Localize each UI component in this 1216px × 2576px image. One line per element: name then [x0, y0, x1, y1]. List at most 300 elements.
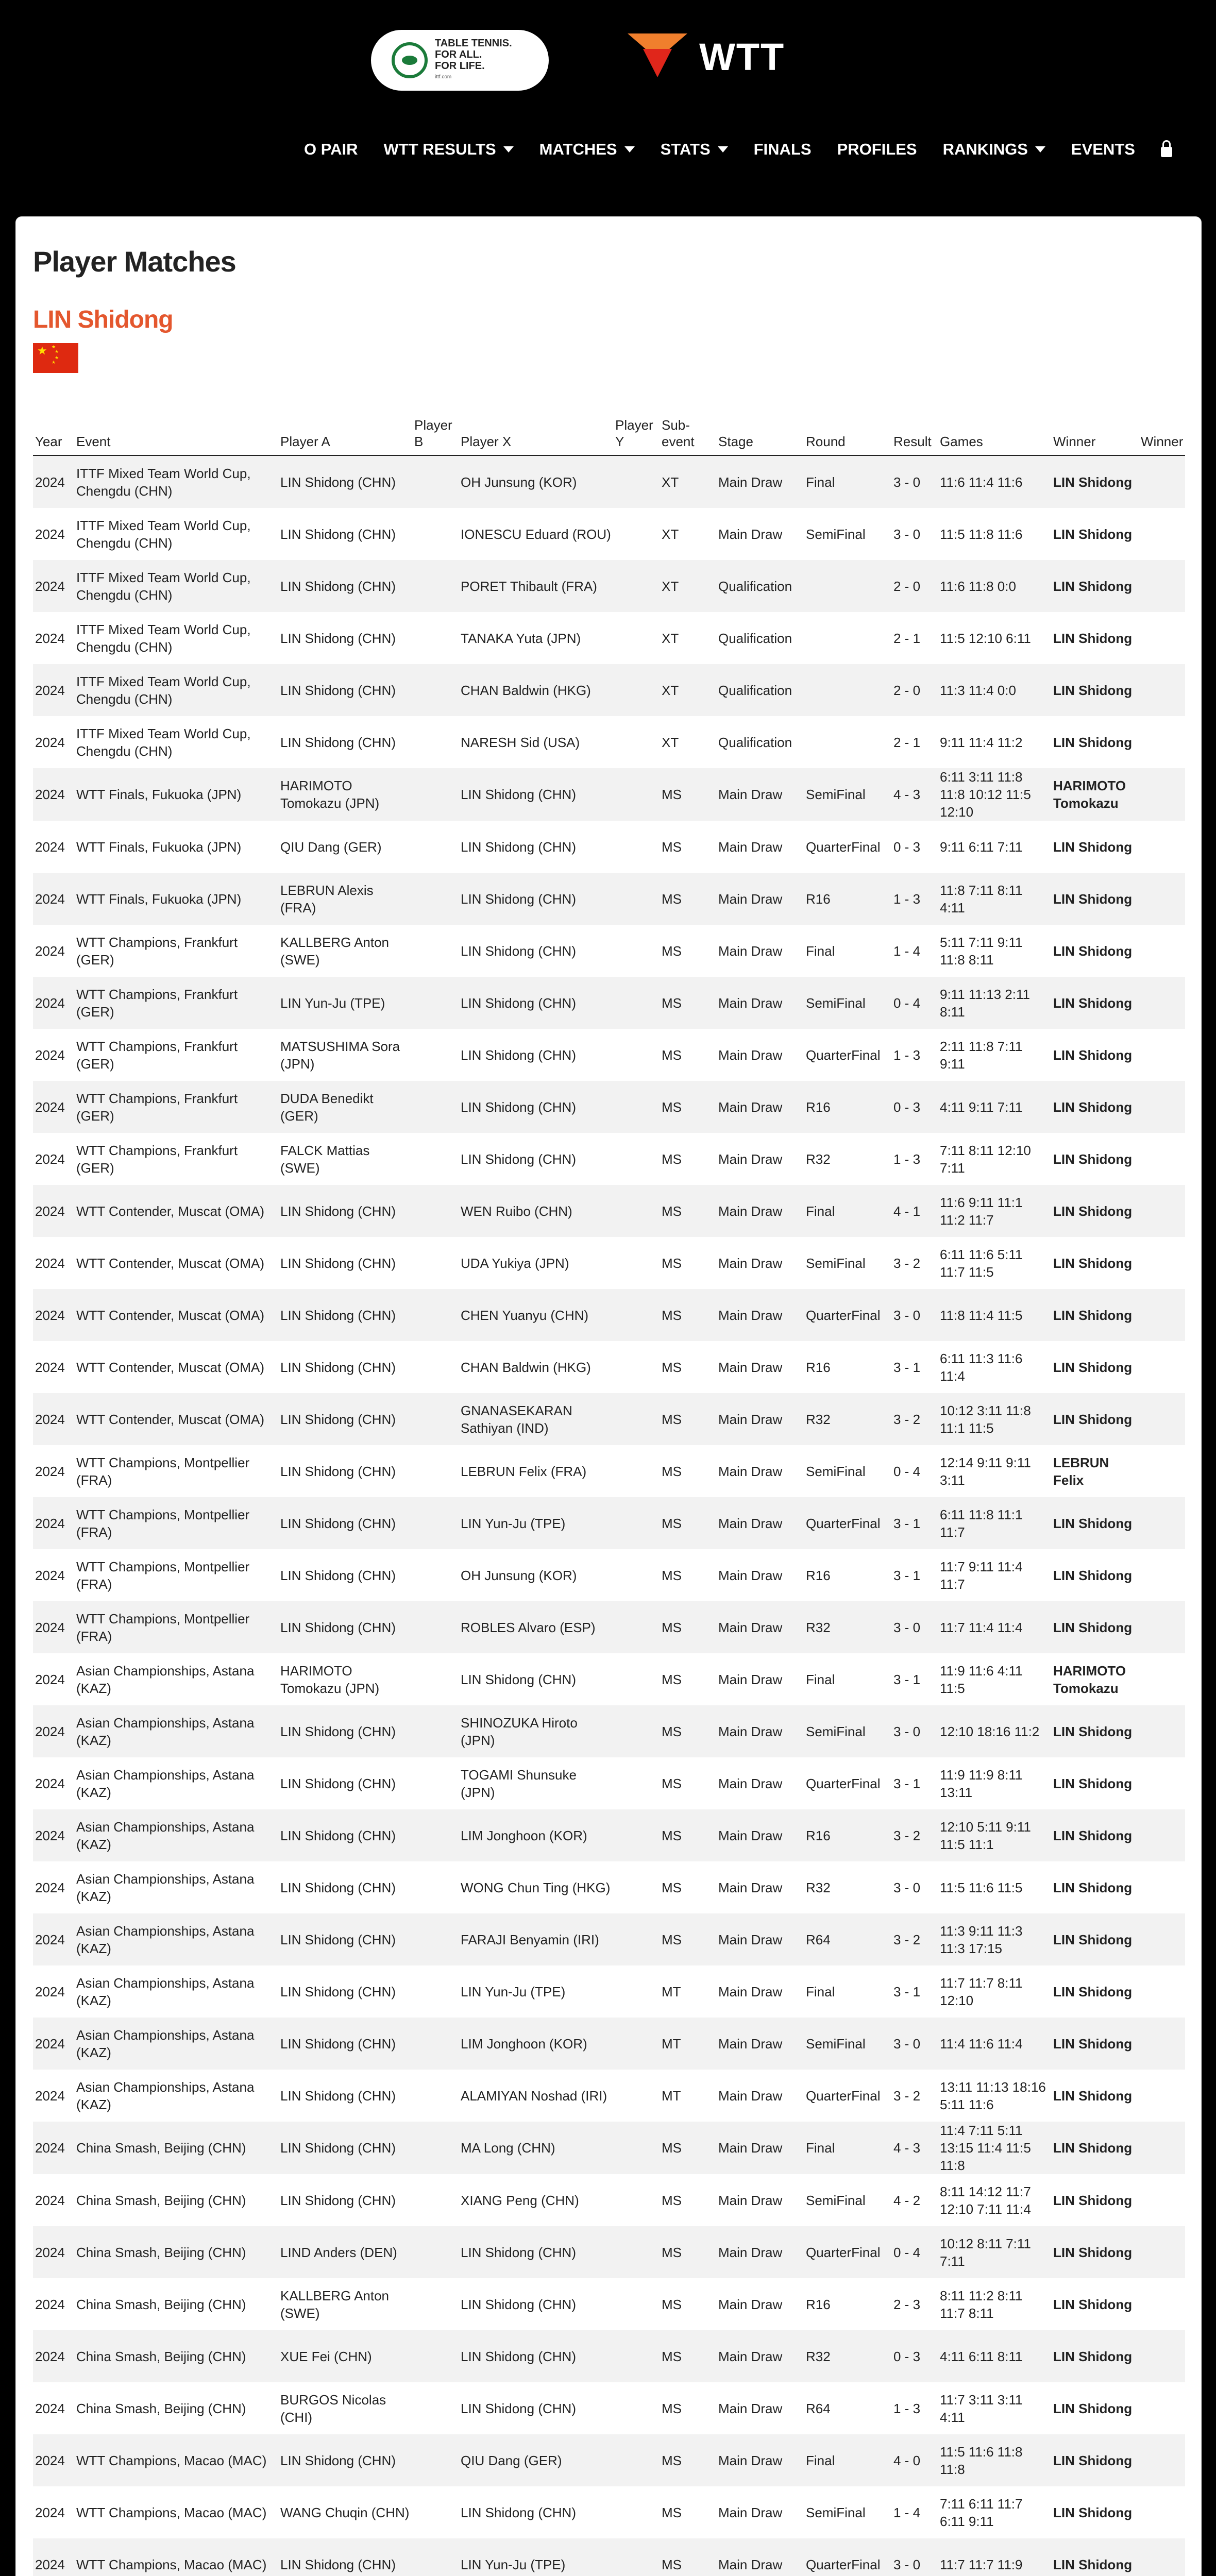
table-cell[interactable]: WTT Champions, Frankfurt (GER) — [74, 1081, 278, 1133]
table-cell — [613, 2382, 660, 2434]
nav-item-events[interactable] — [1071, 140, 1135, 159]
table-cell[interactable]: WONG Chun Ting (HKG) — [461, 1879, 611, 1895]
table-cell — [1139, 1757, 1185, 1809]
table-cell: SemiFinal — [806, 526, 866, 542]
table-cell: LIN Shidong — [1051, 1705, 1139, 1757]
table-cell: 2024 — [33, 873, 74, 925]
table-cell[interactable]: QIU Dang (GER) — [280, 839, 382, 855]
table-cell[interactable]: WTT Champions, Montpellier (FRA) — [76, 1454, 250, 1488]
table-cell — [412, 768, 459, 821]
table-cell[interactable]: LIN Shidong (CHN) — [461, 2400, 576, 2416]
table-cell — [412, 2122, 459, 2174]
table-cell: 9:11 11:13 2:11 8:11 — [938, 977, 1051, 1029]
table-cell[interactable]: Asian Championships, Astana (KAZ) — [76, 1975, 255, 2008]
column-header[interactable]: Winner — [1139, 398, 1185, 455]
table-cell — [412, 1393, 459, 1445]
column-header[interactable]: Sub-event — [660, 398, 716, 455]
column-header[interactable]: Result — [891, 398, 938, 455]
table-cell — [613, 508, 660, 560]
nav-item-wtt-results[interactable] — [384, 140, 514, 159]
table-cell[interactable]: WTT Finals, Fukuoka (JPN) — [74, 873, 278, 925]
table-cell[interactable]: LIN Shidong (CHN) — [461, 839, 576, 855]
table-cell[interactable]: LIN Shidong (CHN) — [459, 2226, 613, 2278]
table-cell[interactable]: China Smash, Beijing (CHN) — [76, 2296, 246, 2312]
table-cell — [412, 1289, 459, 1341]
table-cell[interactable]: LIND Anders (DEN) — [278, 2226, 412, 2278]
table-cell — [613, 977, 660, 1029]
table-cell[interactable]: Asian Championships, Astana (KAZ) — [76, 1767, 255, 1800]
table-cell — [613, 1133, 660, 1185]
table-cell: 2 - 3 — [893, 2296, 921, 2312]
table-cell — [412, 716, 459, 768]
table-cell — [613, 2174, 660, 2226]
table-cell[interactable]: XIANG Peng (CHN) — [461, 2192, 579, 2208]
nav-item-label: EVENTS — [1071, 140, 1135, 158]
table-cell[interactable]: FARAJI Benyamin (IRI) — [459, 1913, 613, 1965]
table-cell[interactable]: BURGOS Nicolas (CHI) — [280, 2392, 386, 2425]
table-cell[interactable]: LIN Shidong (CHN) — [459, 768, 613, 821]
table-cell: LIN Shidong — [1053, 2504, 1133, 2520]
table-cell[interactable]: XUE Fei (CHN) — [278, 2330, 412, 2382]
column-header[interactable]: Stage — [716, 398, 804, 455]
table-cell: R16 — [804, 873, 891, 925]
table-cell: 4 - 2 — [893, 2192, 921, 2208]
table-cell[interactable]: Asian Championships, Astana (KAZ) — [74, 1705, 278, 1757]
table-cell — [613, 455, 660, 508]
table-cell — [412, 455, 459, 508]
table-cell — [613, 925, 660, 977]
table-cell — [613, 2434, 660, 2486]
table-cell[interactable]: TOGAMI Shunsuke (JPN) — [461, 1767, 577, 1800]
table-cell[interactable]: SHINOZUKA Hiroto (JPN) — [459, 1705, 613, 1757]
table-cell[interactable]: LIN Shidong (CHN) — [461, 1671, 576, 1687]
table-cell: Final — [804, 2434, 891, 2486]
table-cell: 11:4 7:11 5:11 13:15 11:4 11:5 11:8 — [938, 2122, 1051, 2174]
nav-item-finals[interactable] — [754, 140, 812, 159]
column-header[interactable]: Event — [74, 398, 278, 455]
table-cell: 2024 — [33, 768, 74, 821]
wtt-mark-icon — [628, 33, 687, 80]
table-cell[interactable]: LIN Yun-Ju (TPE) — [278, 977, 412, 1029]
table-cell: Main Draw — [716, 1289, 804, 1341]
table-cell[interactable]: China Smash, Beijing (CHN) — [74, 2330, 278, 2382]
table-cell: Main Draw — [718, 1879, 783, 1895]
table-cell[interactable]: LIN Shidong (CHN) — [280, 1775, 396, 1791]
table-cell — [1139, 768, 1185, 821]
nav-item-rankings[interactable] — [943, 140, 1045, 159]
table-cell: MS — [662, 1151, 682, 1167]
nav-item-label: PROFILES — [837, 140, 917, 158]
table-cell: Main Draw — [718, 2504, 783, 2520]
table-cell[interactable]: LIN Shidong (CHN) — [280, 1463, 396, 1479]
nav-item-matches[interactable] — [539, 140, 635, 159]
table-cell — [613, 2226, 660, 2278]
table-cell[interactable]: China Smash, Beijing (CHN) — [74, 2122, 278, 2174]
table-cell: MS — [660, 2226, 716, 2278]
table-cell[interactable]: LIN Shidong (CHN) — [278, 1393, 412, 1445]
table-cell[interactable]: TANAKA Yuta (JPN) — [461, 630, 581, 646]
table-cell — [412, 821, 459, 873]
page-title: Player Matches — [33, 245, 236, 278]
table-cell: Final — [804, 1185, 891, 1237]
table-cell: 0 - 4 — [893, 1463, 921, 1479]
table-cell[interactable]: ITTF Mixed Team World Cup, Chengdu (CHN) — [74, 664, 278, 716]
table-cell[interactable]: LIN Shidong (CHN) — [461, 1151, 576, 1167]
table-cell: LIN Shidong — [1053, 1151, 1133, 1167]
table-cell[interactable]: KALLBERG Anton (SWE) — [280, 934, 390, 968]
table-cell — [1139, 2434, 1185, 2486]
table-cell: 2024 — [33, 2330, 74, 2382]
table-cell: 2:11 11:8 7:11 9:11 — [940, 1038, 1023, 1072]
table-cell[interactable]: LIM Jonghoon (KOR) — [459, 1809, 613, 1861]
table-cell[interactable]: LIN Shidong (CHN) — [280, 2088, 396, 2104]
table-cell: SemiFinal — [806, 2192, 866, 2208]
table-cell: LIN Shidong — [1051, 664, 1139, 716]
table-cell[interactable]: LIN Shidong (CHN) — [278, 1809, 412, 1861]
table-cell — [1139, 1497, 1185, 1549]
table-cell: 1 - 3 — [891, 873, 938, 925]
table-cell[interactable]: China Smash, Beijing (CHN) — [76, 2400, 246, 2416]
table-cell — [1139, 1653, 1185, 1705]
table-cell — [1139, 977, 1185, 1029]
table-cell[interactable]: ITTF Mixed Team World Cup, Chengdu (CHN) — [76, 517, 251, 551]
column-header[interactable]: Year — [33, 398, 74, 455]
table-cell — [412, 2226, 459, 2278]
table-cell: 11:6 11:8 0:0 — [938, 560, 1051, 612]
table-cell: LIN Shidong — [1053, 1255, 1133, 1271]
table-cell[interactable]: Asian Championships, Astana (KAZ) — [76, 2079, 255, 2112]
table-cell[interactable]: WTT Champions, Frankfurt (GER) — [76, 1038, 238, 1072]
table-cell[interactable]: LIN Shidong (CHN) — [278, 560, 412, 612]
table-cell[interactable]: WTT Finals, Fukuoka (JPN) — [74, 768, 278, 821]
table-cell: LIN Shidong — [1053, 1047, 1133, 1063]
table-cell: 2024 — [35, 839, 65, 855]
table-cell[interactable]: OH Junsung (KOR) — [461, 1567, 577, 1583]
table-cell[interactable]: OH Junsung (KOR) — [459, 455, 613, 508]
table-cell — [1139, 2486, 1185, 2538]
column-header[interactable]: Player B — [412, 398, 459, 455]
table-cell[interactable]: LIN Shidong (CHN) — [278, 2018, 412, 2070]
table-cell — [1139, 1289, 1185, 1341]
table-cell: 3 - 1 — [893, 1671, 921, 1687]
table-cell[interactable]: LIN Shidong (CHN) — [280, 1567, 396, 1583]
table-cell: 3 - 2 — [891, 1809, 938, 1861]
table-cell[interactable]: WTT Contender, Muscat (OMA) — [74, 1289, 278, 1341]
table-cell: 2024 — [35, 2088, 65, 2104]
table-cell[interactable]: WTT Contender, Muscat (OMA) — [76, 1359, 265, 1375]
table-cell: XT — [660, 664, 716, 716]
table-cell: Qualification — [718, 734, 792, 750]
table-cell[interactable]: KALLBERG Anton (SWE) — [280, 2287, 390, 2321]
table-row — [33, 1965, 1185, 2018]
nav-item-label: O PAIR — [304, 140, 358, 158]
table-cell — [613, 1601, 660, 1653]
table-cell: 12:10 5:11 9:11 11:5 11:1 — [938, 1809, 1051, 1861]
table-cell: 2024 — [33, 2122, 74, 2174]
table-cell[interactable]: Asian Championships, Astana (KAZ) — [74, 1913, 278, 1965]
table-cell[interactable]: LIN Shidong (CHN) — [459, 977, 613, 1029]
table-cell[interactable]: WANG Chuqin (CHN) — [280, 2504, 410, 2520]
table-cell[interactable]: LIN Shidong (CHN) — [459, 1081, 613, 1133]
table-cell: LIN Shidong — [1053, 2088, 1133, 2104]
table-cell — [804, 612, 891, 664]
table-row — [33, 1341, 1185, 1393]
table-cell: 3 - 1 — [891, 1497, 938, 1549]
table-cell[interactable]: LIN Shidong (CHN) — [278, 1497, 412, 1549]
table-cell — [412, 2486, 459, 2538]
table-cell — [412, 2538, 459, 2576]
table-cell: LIN Shidong — [1053, 2296, 1133, 2312]
table-cell[interactable]: LIN Shidong (CHN) — [278, 2538, 412, 2576]
table-cell: Main Draw — [718, 2296, 783, 2312]
table-cell[interactable]: WTT Champions, Macao (MAC) — [76, 2504, 267, 2520]
table-cell[interactable]: LIN Shidong (CHN) — [278, 1913, 412, 1965]
table-cell: 11:9 11:6 4:11 11:5 — [940, 1663, 1023, 1696]
table-cell[interactable]: LIN Shidong (CHN) — [459, 2330, 613, 2382]
table-cell: LIN Shidong — [1053, 2192, 1133, 2208]
table-cell — [1139, 1861, 1185, 1913]
table-cell: SemiFinal — [804, 768, 891, 821]
column-header[interactable]: Round — [804, 398, 891, 455]
table-cell: Main Draw — [716, 1705, 804, 1757]
ittf-logo[interactable] — [371, 30, 549, 91]
table-cell[interactable]: LIN Shidong (CHN) — [278, 1705, 412, 1757]
table-cell[interactable]: LIN Yun-Ju (TPE) — [459, 2538, 613, 2576]
table-cell[interactable]: LIN Shidong (CHN) — [280, 1984, 396, 1999]
table-cell: LIN Shidong — [1051, 2330, 1139, 2382]
table-cell — [412, 2174, 459, 2226]
table-cell — [613, 1809, 660, 1861]
table-cell: MS — [662, 2192, 682, 2208]
table-cell: MS — [662, 2400, 682, 2416]
table-cell: 11:5 11:8 11:6 — [940, 526, 1023, 542]
table-cell[interactable]: LIN Shidong (CHN) — [280, 1255, 396, 1271]
table-cell[interactable]: WTT Champions, Montpellier (FRA) — [76, 1558, 250, 1592]
table-cell — [1139, 1809, 1185, 1861]
table-cell — [613, 1549, 660, 1601]
table-cell: 2024 — [35, 1151, 65, 1167]
table-cell: R32 — [806, 1879, 831, 1895]
table-cell[interactable]: ALAMIYAN Noshad (IRI) — [461, 2088, 607, 2104]
table-cell[interactable]: Asian Championships, Astana (KAZ) — [76, 1663, 255, 1696]
table-cell — [1139, 2538, 1185, 2576]
table-cell[interactable]: WTT Champions, Montpellier (FRA) — [74, 1601, 278, 1653]
table-cell[interactable]: LIN Shidong (CHN) — [278, 455, 412, 508]
table-cell[interactable]: CHAN Baldwin (HKG) — [459, 664, 613, 716]
table-cell[interactable]: IONESCU Eduard (ROU) — [461, 526, 611, 542]
table-cell: R64 — [804, 1913, 891, 1965]
table-cell — [1139, 925, 1185, 977]
column-header[interactable]: Player A — [278, 398, 412, 455]
table-cell[interactable]: LIN Shidong (CHN) — [461, 2296, 576, 2312]
table-cell[interactable]: LIN Shidong (CHN) — [278, 2434, 412, 2486]
table-cell: MS — [662, 1671, 682, 1687]
table-cell: 2024 — [35, 1879, 65, 1895]
table-cell: Final — [806, 943, 835, 959]
table-cell[interactable]: CHEN Yuanyu (CHN) — [459, 1289, 613, 1341]
table-cell[interactable]: LIN Shidong (CHN) — [278, 2122, 412, 2174]
table-cell[interactable]: MA Long (CHN) — [459, 2122, 613, 2174]
table-cell[interactable]: LIN Shidong (CHN) — [280, 526, 396, 542]
table-cell[interactable]: LIN Shidong (CHN) — [461, 2504, 576, 2520]
table-cell[interactable]: GNANASEKARAN Sathiyan (IND) — [459, 1393, 613, 1445]
table-cell[interactable]: QIU Dang (GER) — [459, 2434, 613, 2486]
table-cell[interactable]: UDA Yukiya (JPN) — [461, 1255, 569, 1271]
table-cell[interactable]: China Smash, Beijing (CHN) — [76, 2192, 246, 2208]
table-cell: MS — [660, 1601, 716, 1653]
table-cell[interactable]: WTT Champions, Montpellier (FRA) — [74, 1497, 278, 1549]
table-cell[interactable]: LIN Shidong (CHN) — [459, 873, 613, 925]
table-cell — [613, 1185, 660, 1237]
table-cell[interactable]: DUDA Benedikt (GER) — [278, 1081, 412, 1133]
table-cell: 2024 — [35, 1671, 65, 1687]
table-cell[interactable]: WTT Finals, Fukuoka (JPN) — [76, 839, 242, 855]
table-cell: 11:7 11:7 8:11 12:10 — [940, 1975, 1023, 2008]
table-cell: 0 - 4 — [891, 2226, 938, 2278]
table-cell: LIN Shidong — [1053, 2400, 1133, 2416]
table-cell[interactable]: LIN Shidong (CHN) — [280, 1879, 396, 1895]
nav-item-o-pair[interactable] — [304, 140, 358, 159]
table-cell: 2024 — [33, 1393, 74, 1445]
table-cell — [613, 2122, 660, 2174]
table-cell — [1139, 1965, 1185, 2018]
table-cell[interactable]: CHAN Baldwin (HKG) — [461, 1359, 591, 1375]
table-cell — [412, 1809, 459, 1861]
table-cell: LIN Shidong — [1051, 2122, 1139, 2174]
table-cell: R16 — [804, 1081, 891, 1133]
table-cell[interactable]: WTT Champions, Macao (MAC) — [74, 2434, 278, 2486]
table-cell[interactable]: WTT Contender, Muscat (OMA) — [76, 1255, 265, 1271]
table-cell[interactable]: HARIMOTO Tomokazu (JPN) — [280, 1663, 380, 1696]
table-cell: MT — [662, 2088, 681, 2104]
table-cell[interactable]: Asian Championships, Astana (KAZ) — [76, 1871, 255, 1904]
table-cell: XT — [662, 734, 679, 750]
table-cell: 11:8 11:4 11:5 — [938, 1289, 1051, 1341]
table-cell: 2024 — [35, 1463, 65, 1479]
player-name[interactable]: LIN Shidong — [33, 306, 173, 333]
table-cell[interactable]: LIN Shidong (CHN) — [278, 1289, 412, 1341]
table-cell — [613, 1653, 660, 1705]
table-cell: 12:14 9:11 9:11 3:11 — [940, 1454, 1031, 1488]
table-cell — [613, 1081, 660, 1133]
table-cell: MS — [662, 1463, 682, 1479]
table-cell: LIN Shidong — [1051, 455, 1139, 508]
table-cell: Main Draw — [718, 2400, 783, 2416]
table-cell — [412, 2382, 459, 2434]
table-cell: MS — [662, 1255, 682, 1271]
nav-item-profiles[interactable] — [837, 140, 917, 159]
table-row — [33, 612, 1185, 664]
table-cell: XT — [662, 630, 679, 646]
table-cell[interactable]: LIN Yun-Ju (TPE) — [459, 1497, 613, 1549]
table-row — [33, 2434, 1185, 2486]
table-cell[interactable]: Asian Championships, Astana (KAZ) — [74, 1809, 278, 1861]
table-cell — [613, 1913, 660, 1965]
nav-item-label: STATS — [660, 140, 711, 158]
table-cell: LIN Shidong — [1051, 977, 1139, 1029]
table-cell: 3 - 0 — [891, 455, 938, 508]
table-cell[interactable]: WTT Champions, Frankfurt (GER) — [76, 934, 238, 968]
table-cell: Main Draw — [716, 873, 804, 925]
table-row — [33, 1237, 1185, 1289]
table-cell[interactable]: HARIMOTO Tomokazu (JPN) — [278, 768, 412, 821]
table-cell[interactable]: LIN Shidong (CHN) — [280, 1359, 396, 1375]
nav-item-stats[interactable] — [661, 140, 728, 159]
table-cell: 2 - 1 — [893, 630, 921, 646]
wtt-logo[interactable] — [628, 33, 785, 80]
table-cell[interactable]: WTT Contender, Muscat (OMA) — [74, 1185, 278, 1237]
table-cell[interactable]: LIN Shidong (CHN) — [278, 664, 412, 716]
table-cell[interactable]: WTT Champions, Frankfurt (GER) — [74, 977, 278, 1029]
table-cell[interactable]: Asian Championships, Astana (KAZ) — [74, 2018, 278, 2070]
table-cell: 0 - 4 — [891, 977, 938, 1029]
table-cell: 2024 — [33, 2538, 74, 2576]
column-header[interactable]: Player X — [459, 398, 613, 455]
table-cell[interactable]: LIN Shidong (CHN) — [280, 734, 396, 750]
nav-item-label: FINALS — [753, 140, 812, 158]
table-cell — [613, 2018, 660, 2070]
table-cell: 3 - 0 — [893, 526, 921, 542]
table-cell[interactable]: LIN Yun-Ju (TPE) — [461, 1984, 566, 1999]
table-cell — [804, 560, 891, 612]
table-cell: MS — [660, 1497, 716, 1549]
table-cell: 7:11 6:11 11:7 6:11 9:11 — [940, 2496, 1023, 2529]
table-cell: 2024 — [35, 2400, 65, 2416]
table-cell — [1139, 1913, 1185, 1965]
table-cell[interactable]: LIN Shidong (CHN) — [278, 1601, 412, 1653]
table-cell[interactable]: LIM Jonghoon (KOR) — [459, 2018, 613, 2070]
table-cell[interactable]: ITTF Mixed Team World Cup, Chengdu (CHN) — [76, 725, 251, 759]
site-header — [0, 0, 1216, 201]
table-cell: SemiFinal — [804, 977, 891, 1029]
table-cell[interactable]: WTT Contender, Muscat (OMA) — [74, 1393, 278, 1445]
column-header[interactable]: Games — [938, 398, 1051, 455]
table-cell[interactable]: WTT Champions, Macao (MAC) — [74, 2538, 278, 2576]
table-cell: 4:11 9:11 7:11 — [938, 1081, 1051, 1133]
lock-icon[interactable] — [1161, 147, 1172, 157]
table-cell[interactable]: ROBLES Alvaro (ESP) — [459, 1601, 613, 1653]
table-cell — [613, 1393, 660, 1445]
table-cell[interactable]: China Smash, Beijing (CHN) — [74, 2226, 278, 2278]
column-header[interactable]: Winner — [1051, 398, 1139, 455]
table-cell[interactable]: ITTF Mixed Team World Cup, Chengdu (CHN) — [74, 560, 278, 612]
table-cell: MT — [662, 1984, 681, 1999]
table-cell[interactable]: LIN Shidong (CHN) — [280, 630, 396, 646]
table-cell[interactable]: NARESH Sid (USA) — [461, 734, 580, 750]
table-cell[interactable]: LIN Shidong (CHN) — [461, 1047, 576, 1063]
table-cell[interactable]: PORET Thibault (FRA) — [459, 560, 613, 612]
table-cell: LIN Shidong — [1051, 1289, 1139, 1341]
table-cell: QuarterFinal — [804, 2226, 891, 2278]
table-cell[interactable]: WTT Champions, Frankfurt (GER) — [76, 1142, 238, 1176]
table-cell[interactable]: LEBRUN Alexis (FRA) — [278, 873, 412, 925]
table-cell[interactable]: LEBRUN Felix (FRA) — [461, 1463, 587, 1479]
table-cell[interactable]: LIN Shidong (CHN) — [280, 2192, 396, 2208]
table-cell[interactable]: ITTF Mixed Team World Cup, Chengdu (CHN) — [76, 621, 251, 655]
table-cell[interactable]: LIN Shidong (CHN) — [461, 943, 576, 959]
table-cell — [613, 1289, 660, 1341]
table-cell[interactable]: ITTF Mixed Team World Cup, Chengdu (CHN) — [74, 455, 278, 508]
column-header[interactable]: Player Y — [613, 398, 660, 455]
table-cell: LIN Shidong — [1053, 1879, 1133, 1895]
table-row — [33, 1029, 1185, 1081]
table-cell[interactable]: LIN Shidong (CHN) — [278, 1185, 412, 1237]
table-cell — [412, 560, 459, 612]
table-cell[interactable]: FALCK Mattias (SWE) — [280, 1142, 370, 1176]
table-cell[interactable]: MATSUSHIMA Sora (JPN) — [280, 1038, 400, 1072]
table-cell: Main Draw — [718, 1151, 783, 1167]
table-cell[interactable]: WEN Ruibo (CHN) — [459, 1185, 613, 1237]
